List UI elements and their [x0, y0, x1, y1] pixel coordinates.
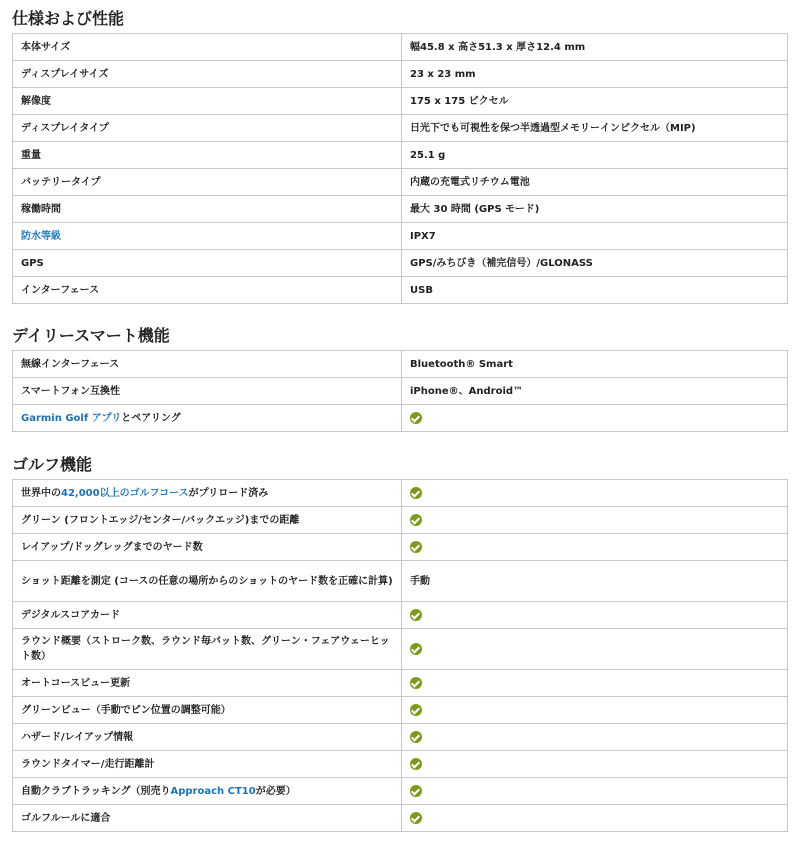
daily-title: デイリースマート機能 — [12, 326, 170, 345]
daily-table — [12, 350, 788, 432]
check-circle-icon — [410, 812, 422, 824]
check-circle-icon — [410, 514, 422, 526]
table-row — [13, 480, 788, 507]
table-row — [13, 751, 788, 778]
row-label-cell — [13, 223, 402, 250]
row-value: IPX7 — [402, 223, 788, 250]
specs-title: 仕様および性能 — [12, 9, 125, 28]
row-value: Bluetooth® Smart — [402, 351, 788, 378]
row-value — [402, 670, 788, 697]
row-label-cell — [13, 480, 402, 507]
row-label-pre: 自動クラブトラッキング（別売り — [21, 785, 171, 797]
row-value — [402, 805, 788, 832]
table-row — [13, 602, 788, 629]
check-circle-icon — [410, 412, 422, 424]
row-value — [402, 629, 788, 670]
table-row — [13, 670, 788, 697]
row-value — [402, 751, 788, 778]
row-label: ハザード/レイアップ情報 — [13, 724, 402, 751]
row-value — [402, 697, 788, 724]
row-label-post: がプリロード済み — [188, 487, 269, 499]
row-label-rest: とペアリング — [121, 412, 181, 424]
garmin-golf-app-link[interactable]: Garmin Golf アプリ — [21, 412, 122, 424]
table-row — [13, 561, 788, 602]
check-circle-icon — [410, 785, 422, 797]
row-label: ディスプレイタイプ — [13, 115, 402, 142]
row-label: ラウンド概要（ストローク数、ラウンド毎パット数、グリーン・フェアウェーヒット数） — [13, 629, 402, 670]
row-value — [402, 534, 788, 561]
row-label-pre: 世界中の — [21, 487, 61, 499]
table-row — [13, 277, 788, 304]
table-row — [13, 778, 788, 805]
table-row — [13, 351, 788, 378]
row-value: iPhone®、Android™ — [402, 378, 788, 405]
table-row — [13, 697, 788, 724]
golf-table — [12, 479, 788, 832]
table-row — [13, 169, 788, 196]
row-label: 無線インターフェース — [13, 351, 402, 378]
row-value: 幅45.8 x 高さ51.3 x 厚さ12.4 mm — [402, 34, 788, 61]
row-value: 手動 — [402, 561, 788, 602]
row-value: 25.1 g — [402, 142, 788, 169]
table-row — [13, 629, 788, 670]
check-circle-icon — [410, 758, 422, 770]
check-circle-icon — [410, 731, 422, 743]
table-row — [13, 88, 788, 115]
table-row — [13, 534, 788, 561]
row-value — [402, 602, 788, 629]
row-label: オートコースビュー更新 — [13, 670, 402, 697]
row-label: レイアップ/ドッグレッグまでのヤード数 — [13, 534, 402, 561]
table-row — [13, 805, 788, 832]
row-label: グリーン (フロントエッジ/センター/バックエッジ)までの距離 — [13, 507, 402, 534]
row-label-cell — [13, 778, 402, 805]
table-row — [13, 507, 788, 534]
daily-section — [12, 322, 788, 432]
specs-table — [12, 33, 788, 304]
row-label: GPS — [13, 250, 402, 277]
row-label: 重量 — [13, 142, 402, 169]
row-label: ゴルフルールに適合 — [13, 805, 402, 832]
row-label: 稼働時間 — [13, 196, 402, 223]
row-label: 本体サイズ — [13, 34, 402, 61]
row-value: 日光下でも可視性を保つ半透過型メモリーインピクセル（MIP) — [402, 115, 788, 142]
row-label: ディスプレイサイズ — [13, 61, 402, 88]
table-row — [13, 196, 788, 223]
row-value: 23 x 23 mm — [402, 61, 788, 88]
check-circle-icon — [410, 541, 422, 553]
check-circle-icon — [410, 643, 422, 655]
table-row — [13, 115, 788, 142]
row-label-cell — [13, 405, 402, 432]
row-label: インターフェース — [13, 277, 402, 304]
table-row — [13, 250, 788, 277]
table-row — [13, 34, 788, 61]
specs-section — [12, 5, 788, 304]
row-value — [402, 405, 788, 432]
row-value — [402, 507, 788, 534]
water-rating-link[interactable]: 防水等級 — [21, 230, 61, 242]
row-label: ラウンドタイマー/走行距離計 — [13, 751, 402, 778]
row-value: 最大 30 時間 (GPS モード) — [402, 196, 788, 223]
table-row — [13, 724, 788, 751]
row-label: スマートフォン互換性 — [13, 378, 402, 405]
row-label: ショット距離を測定 (コースの任意の場所からのショットのヤード数を正確に計算) — [13, 561, 402, 602]
row-label: バッテリータイプ — [13, 169, 402, 196]
row-label: デジタルスコアカード — [13, 602, 402, 629]
check-circle-icon — [410, 677, 422, 689]
golf-courses-link[interactable]: 42,000以上のゴルフコース — [61, 487, 189, 499]
golf-section — [12, 451, 788, 832]
golf-title: ゴルフ機能 — [12, 455, 93, 474]
table-row — [13, 61, 788, 88]
check-circle-icon — [410, 704, 422, 716]
row-label: グリーンビュー（手動でピン位置の調整可能） — [13, 697, 402, 724]
approach-ct10-link[interactable]: Approach CT10 — [170, 785, 256, 797]
row-label: 解像度 — [13, 88, 402, 115]
table-row — [13, 142, 788, 169]
table-row — [13, 405, 788, 432]
row-value: GPS/みちびき（補完信号）/GLONASS — [402, 250, 788, 277]
row-value — [402, 778, 788, 805]
check-circle-icon — [410, 487, 422, 499]
row-label-post: が必要） — [255, 785, 296, 797]
table-row — [13, 223, 788, 250]
table-row — [13, 378, 788, 405]
row-value: 175 x 175 ピクセル — [402, 88, 788, 115]
row-value — [402, 724, 788, 751]
check-circle-icon — [410, 609, 422, 621]
row-value: USB — [402, 277, 788, 304]
row-value: 内蔵の充電式リチウム電池 — [402, 169, 788, 196]
row-value — [402, 480, 788, 507]
